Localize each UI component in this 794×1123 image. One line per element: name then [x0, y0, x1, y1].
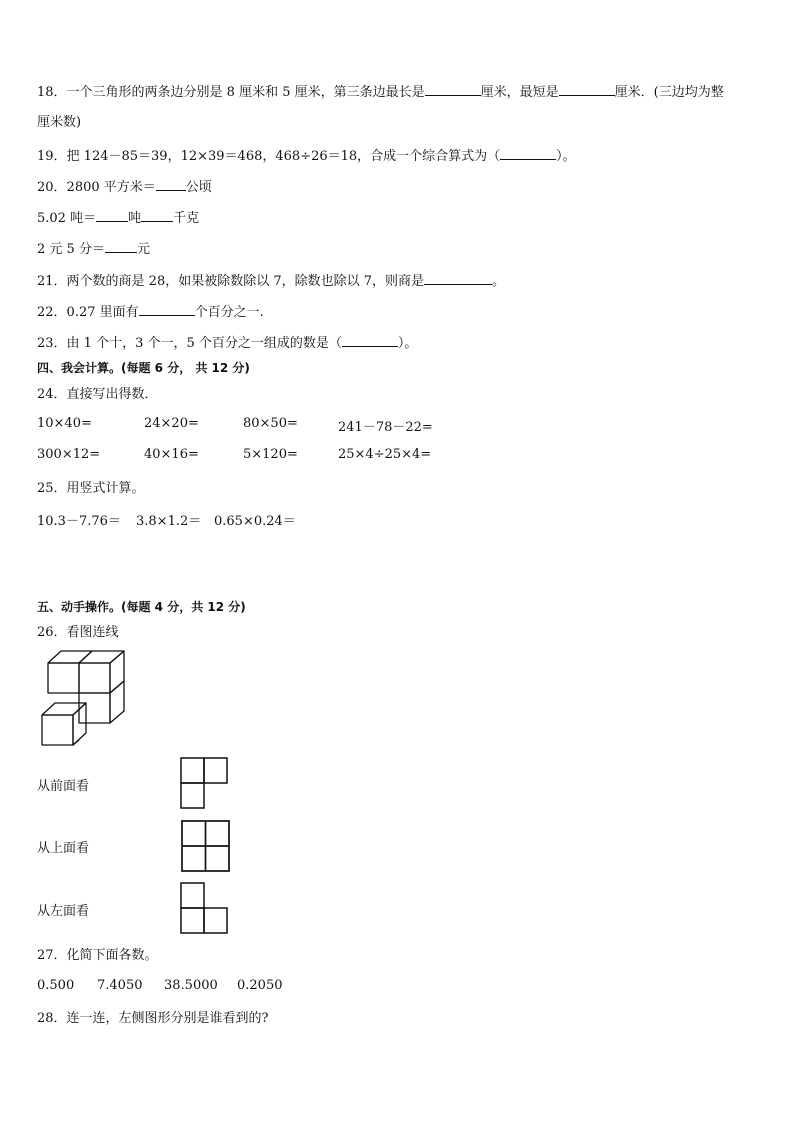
q24-r2-c2: 40×16=	[144, 447, 199, 462]
q24-r1-c4: 241－78－22=	[338, 420, 433, 435]
q21-blank[interactable]	[424, 271, 492, 285]
q25-item-2: 3.8×1.2＝	[136, 514, 202, 529]
question-23	[37, 333, 417, 353]
view-shape-a[interactable]	[180, 757, 230, 809]
q20-text-f: 2 元 5 分＝	[37, 242, 105, 257]
q24-r1-c1: 10×40=	[37, 416, 92, 431]
q19-text: 19．把 124－85＝39，12×39＝468，468÷26＝18，合成一个综合算式为（	[37, 149, 501, 164]
question-19	[37, 146, 576, 166]
view-label-top: 从上面看	[37, 841, 90, 856]
q18-blank-longest[interactable]	[425, 82, 481, 96]
view-label-front: 从前面看	[37, 779, 90, 794]
q21-text: 21．两个数的商是 28，如果被除数除以 7，除数也除以 7，则商是	[37, 274, 425, 289]
q27-item-2: 7.4050	[97, 978, 143, 993]
q18-text-a: 18．一个三角形的两条边分别是 8 厘米和 5 厘米，第三条边最长是	[37, 85, 425, 100]
q20-text-g: 元	[136, 242, 150, 257]
q20-blank-ton[interactable]	[96, 208, 128, 222]
q20-text-a: 20．2800 平方米＝	[37, 180, 156, 195]
question-21	[37, 271, 505, 291]
q20-blank-yuan[interactable]	[105, 239, 137, 253]
q24-r2-c1: 300×12=	[37, 447, 101, 462]
q27-item-3: 38.5000	[164, 978, 218, 993]
q26-title: 26．看图连线	[37, 625, 119, 640]
q25-title: 25．用竖式计算。	[37, 481, 145, 496]
question-20c	[37, 239, 150, 259]
q18-blank-shortest[interactable]	[559, 82, 615, 96]
q24-r1-c2: 24×20=	[144, 416, 199, 431]
q22-blank[interactable]	[139, 302, 195, 316]
question-20a	[37, 177, 212, 197]
q18-text-b: 厘米，最短是	[480, 85, 559, 100]
q23-end: ）。	[397, 336, 418, 351]
section-4-title: 四、我会计算。(每题 6 分， 共 12 分)	[37, 361, 250, 375]
q25-item-1: 10.3－7.76＝	[37, 514, 121, 529]
q18-text-c: 厘米．(三边均为整	[614, 85, 724, 100]
q20-text-e: 千克	[173, 211, 200, 226]
question-20b	[37, 208, 199, 228]
q27-title: 27．化简下面各数。	[37, 948, 158, 963]
q24-r2-c4: 25×4÷25×4=	[338, 447, 432, 462]
q28-title: 28．连一连，左侧图形分别是谁看到的?	[37, 1011, 269, 1026]
view-label-left: 从左面看	[37, 904, 90, 919]
q21-end: 。	[492, 274, 506, 289]
q20-text-d: 吨	[128, 211, 142, 226]
q20-blank-kg[interactable]	[141, 208, 173, 222]
view-shape-b[interactable]	[181, 820, 231, 872]
q19-end: ）。	[556, 149, 576, 164]
q24-title: 24．直接写出得数．	[37, 387, 158, 402]
question-22	[37, 302, 264, 322]
q22-end: 个百分之一.	[194, 305, 264, 320]
q20-text-c: 5.02 吨＝	[37, 211, 97, 226]
view-shape-c[interactable]	[180, 882, 230, 934]
cube-stack-figure	[38, 650, 130, 748]
q25-item-3: 0.65×0.24＝	[214, 514, 296, 529]
q23-blank[interactable]	[342, 333, 398, 347]
q22-text: 22．0.27 里面有	[37, 305, 139, 320]
q24-r2-c3: 5×120=	[243, 447, 298, 462]
question-18	[37, 82, 724, 102]
q18-text-d: 厘米数)	[37, 115, 82, 130]
q19-blank[interactable]	[500, 146, 556, 160]
section-5-title: 五、动手操作。(每题 4 分，共 12 分)	[37, 600, 246, 614]
q20-blank-hectare[interactable]	[156, 177, 186, 191]
q20-text-b: 公顷	[185, 180, 212, 195]
q23-text: 23．由 1 个十，3 个一，5 个百分之一组成的数是（	[37, 336, 342, 351]
q27-item-1: 0.500	[37, 978, 75, 993]
q27-item-4: 0.2050	[237, 978, 283, 993]
question-18-cont	[37, 114, 81, 132]
q24-r1-c3: 80×50=	[243, 416, 298, 431]
